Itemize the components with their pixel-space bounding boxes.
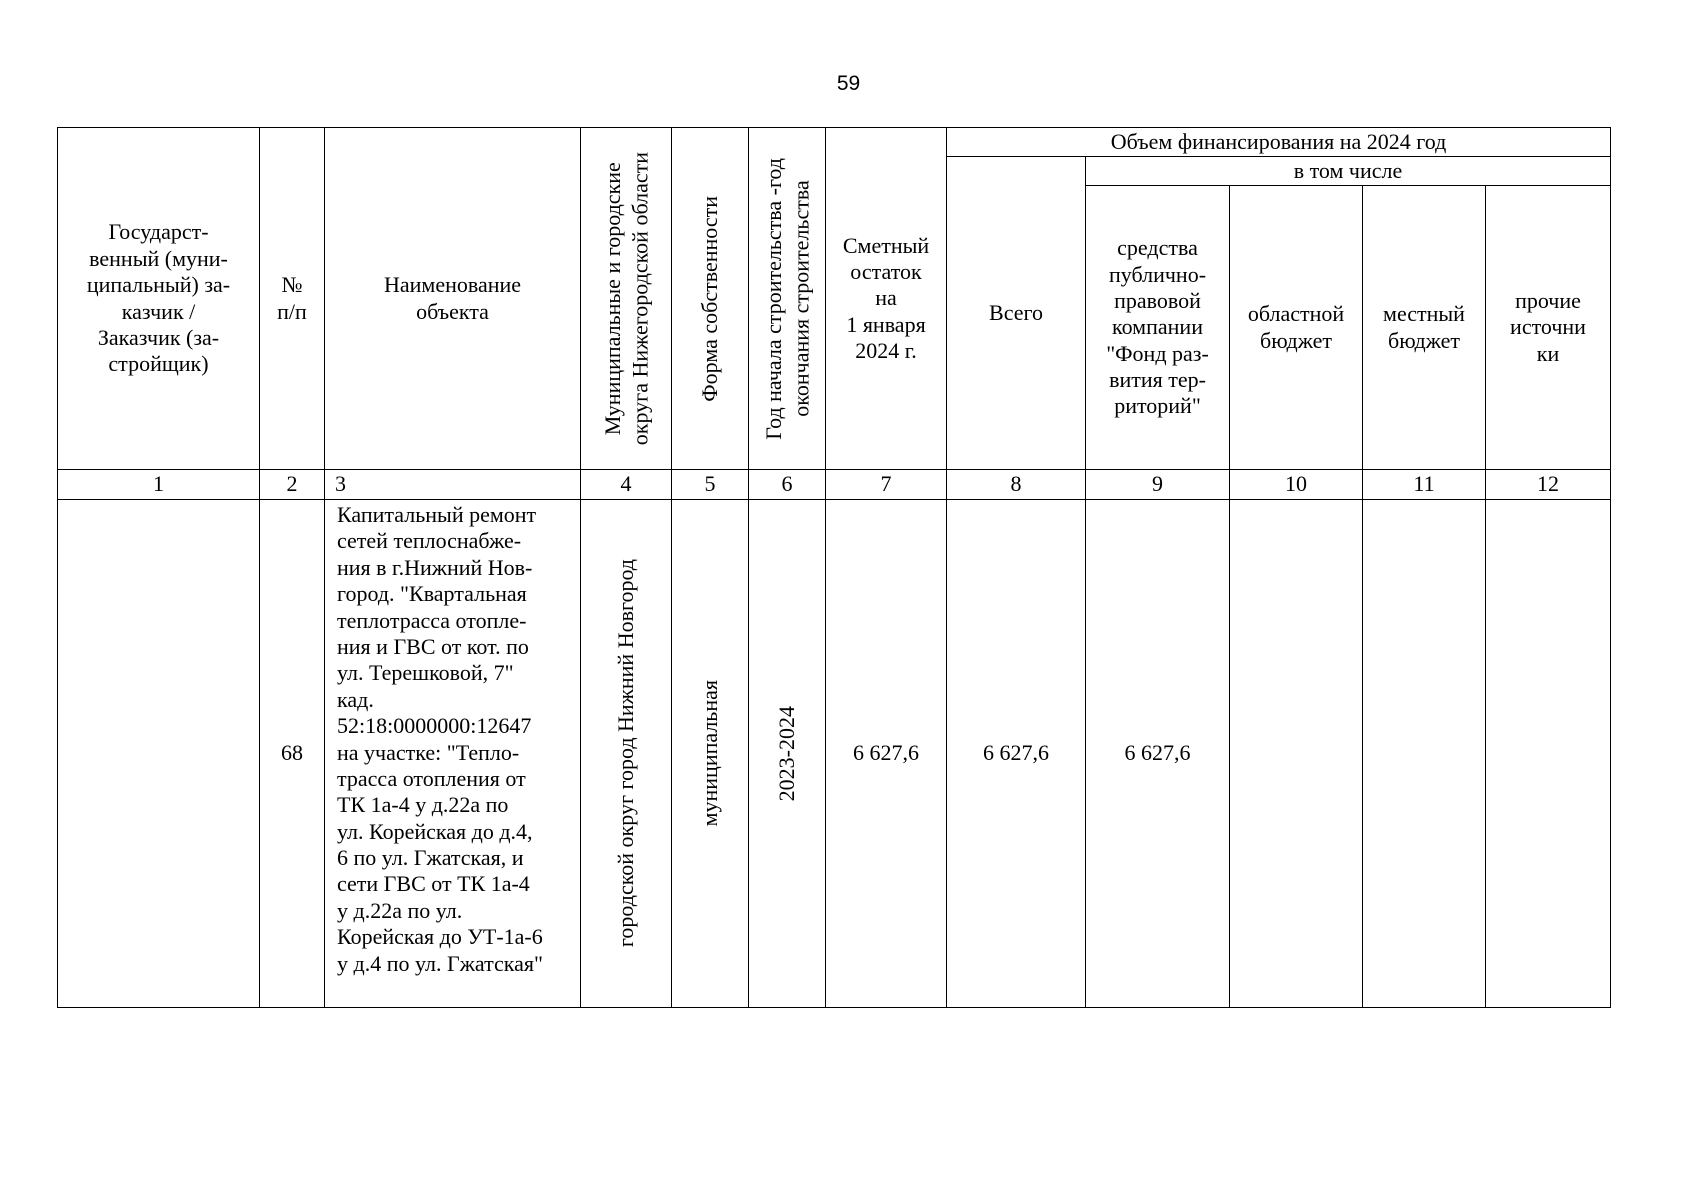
- column-number-cell: 8: [947, 470, 1086, 500]
- header-other-sources-label: прочие источни ки: [1510, 287, 1586, 366]
- header-regional-budget-label: областной бюджет: [1247, 301, 1345, 353]
- row-ownership-text: муниципальная: [697, 680, 723, 827]
- header-object-name: [325, 128, 581, 470]
- column-number-cell: 9: [1086, 470, 1230, 500]
- column-number-cell: 3: [325, 470, 581, 500]
- header-other-sources: [1486, 186, 1611, 470]
- row-total: 6 627,6: [947, 500, 1086, 1008]
- header-public-fund: [1086, 186, 1230, 470]
- row-municipality-text: городской округ город Нижний Новгород: [613, 559, 639, 948]
- header-ownership: [672, 128, 749, 470]
- header-local-budget: [1363, 186, 1486, 470]
- row-other-sources: [1486, 500, 1611, 1008]
- row-years: [749, 500, 826, 1008]
- column-number-cell: 12: [1486, 470, 1611, 500]
- header-local-budget-label: местный бюджет: [1383, 301, 1465, 353]
- header-estimated-balance: [826, 128, 947, 470]
- column-number-cell: 7: [826, 470, 947, 500]
- header-number: [260, 128, 325, 470]
- header-row-1: [58, 128, 1611, 157]
- table-row: [58, 500, 1611, 1008]
- header-including: [1086, 157, 1611, 186]
- column-number-cell: 1: [58, 470, 260, 500]
- header-including-label: в том числе: [1293, 157, 1403, 183]
- column-number-row: [58, 470, 1611, 500]
- header-object-name-label: Наименование объекта: [383, 272, 522, 324]
- header-estimated-balance-label: Сметный остаток на 1 января 2024 г.: [842, 232, 930, 364]
- financing-table: [57, 127, 1611, 1008]
- row-object-name-text: Капитальный ремонт сетей теплоснабже- ния в г.Нижний Нов- город. "Квартальная теплотрасса отопле- ния и ГВС от кот. по ул. Терешковой, 7" кад. 52:18:0000000:12647 на участке: "Тепло- трасса отопления от ТК 1а-4 у д.22а по ул. Корейская до д.4, 6 по ул. Гжатская, и сети ГВС от ТК 1а-4 у д.22а по ул. Корейская до УТ-1а-6 у д.4 по ул. Гжатская": [337, 502, 543, 976]
- header-years-label: Год начала строительства -год окончания строительства: [760, 157, 813, 440]
- header-financing-title-label: Объем финансирования на 2024 год: [1110, 128, 1447, 154]
- page-number: 59: [836, 72, 861, 95]
- row-local-budget: [1363, 500, 1486, 1008]
- header-municipalities-label: Муниципальные и городские округа Нижегородской области: [599, 151, 652, 446]
- row-regional-budget: [1230, 500, 1363, 1008]
- header-municipalities: [581, 128, 672, 470]
- row-public-fund: 6 627,6: [1086, 500, 1230, 1008]
- header-number-label: № п/п: [277, 272, 307, 324]
- header-years: [749, 128, 826, 470]
- row-years-text: 2023-2024: [774, 705, 800, 802]
- column-number-cell: 4: [581, 470, 672, 500]
- row-object-name: [325, 500, 581, 1008]
- column-number-cell: 11: [1363, 470, 1486, 500]
- header-regional-budget: [1230, 186, 1363, 470]
- header-ownership-label: Форма собственности: [697, 195, 723, 402]
- header-total: [947, 157, 1086, 470]
- row-estimated-balance: 6 627,6: [826, 500, 947, 1008]
- row-customer: [58, 500, 260, 1008]
- row-ownership: [672, 500, 749, 1008]
- column-number-cell: 6: [749, 470, 826, 500]
- column-number-cell: 5: [672, 470, 749, 500]
- row-municipality: [581, 500, 672, 1008]
- column-number-cell: 2: [260, 470, 325, 500]
- header-total-label: Всего: [989, 299, 1043, 325]
- header-customer: [58, 128, 260, 470]
- header-public-fund-label: средства публично- правовой компании "Фонд раз- вития тер- риторий": [1106, 235, 1209, 419]
- column-number-cell: 10: [1230, 470, 1363, 500]
- row-number: 68: [260, 500, 325, 1008]
- header-customer-label: Государст- венный (муни- ципальный) за- казчик / Заказчик (за- стройщик): [86, 219, 231, 377]
- header-financing-title: [947, 128, 1611, 157]
